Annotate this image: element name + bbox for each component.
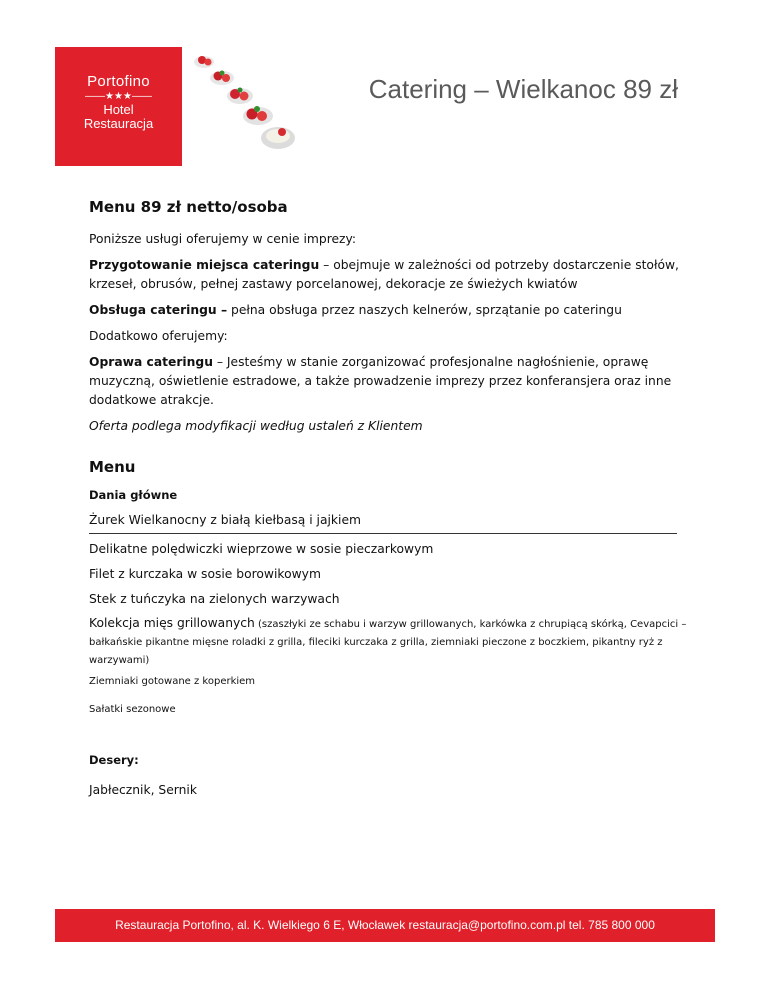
mains-heading: Dania główne [89, 488, 178, 502]
logo-hotel: Hotel [103, 102, 134, 117]
menu-item: Żurek Wielkanocny z białą kiełbasą i jajkiem [89, 511, 677, 534]
logo-brand: Portofino [87, 73, 150, 90]
grill-label: Kolekcja mięs grillowanych [89, 616, 255, 630]
contact-footer: Restauracja Portofino, al. K. Wielkiego 6 E, Włocławek restauracja@portofino.com.pl tel. 785 800 000 [55, 909, 715, 942]
spoon-row-graphic [194, 56, 295, 149]
prep-label: Przygotowanie miejsca cateringu [89, 258, 320, 272]
prep-text: – obejmuje w zależności od potrzeby dostarczenie stołów, krzeseł, obrusów, pełnej zastawy porcelanowej, dekoracje ze świeżych kwiatów [89, 258, 679, 291]
setting-label: Oprawa cateringu [89, 355, 213, 369]
prep-paragraph [89, 256, 689, 294]
potatoes-item: Ziemniaki gotowane z koperkiem [89, 676, 256, 687]
grill-detail: (szaszłyki ze schabu i warzyw grillowanych, karkówka z chrupiącą skórką, Cevapcici – bałkańskie pikantne mięsne roladki z grilla, fileciki kurczaka z grilla, ziemniaki pieczone z boczkiem, pikantny ryż z warzywami) [89, 619, 687, 666]
logo-restauracja: Restauracja [83, 116, 154, 131]
page-title: Catering – Wielkanoc 89 zł [368, 74, 678, 104]
services-intro: Poniższe usługi oferujemy w cenie imprezy: [89, 232, 357, 246]
salads-item: Sałatki sezonowe [89, 704, 176, 715]
desserts-list: Jabłecznik, Sernik [89, 783, 197, 797]
setting-text: – Jesteśmy w stanie zorganizować profesjonalne nagłośnienie, oprawę muzyczną, oświetlenie estradowe, a także prowadzenie imprezy przez konferansjera oraz inne dodatkowe atrakcje. [89, 355, 672, 407]
service-text: pełna obsługa przez naszych kelnerów, sprzątanie po cateringu [227, 303, 622, 317]
menu-heading: Menu [89, 458, 136, 476]
setting-paragraph [89, 353, 689, 410]
service-label: Obsługa cateringu – [89, 303, 228, 317]
logo-stars: ——★★★—— [85, 91, 152, 102]
appetizer-spoons-image [182, 48, 302, 160]
document-body [89, 198, 689, 807]
offer-heading: Menu 89 zł netto/osoba [89, 198, 288, 216]
menu-item: Filet z kurczaka w sosie borowikowym [89, 567, 321, 581]
hotel-logo [55, 47, 182, 166]
desserts-heading: Desery: [89, 753, 139, 767]
menu-item: Stek z tuńczyka na zielonych warzywach [89, 592, 340, 606]
menu-item: Delikatne polędwiczki wieprzowe w sosie pieczarkowym [89, 542, 434, 556]
grill-collection [89, 615, 689, 669]
offer-note: Oferta podlega modyfikacji według ustaleń z Klientem [89, 419, 423, 433]
service-paragraph [89, 301, 689, 320]
additional-intro: Dodatkowo oferujemy: [89, 329, 228, 343]
